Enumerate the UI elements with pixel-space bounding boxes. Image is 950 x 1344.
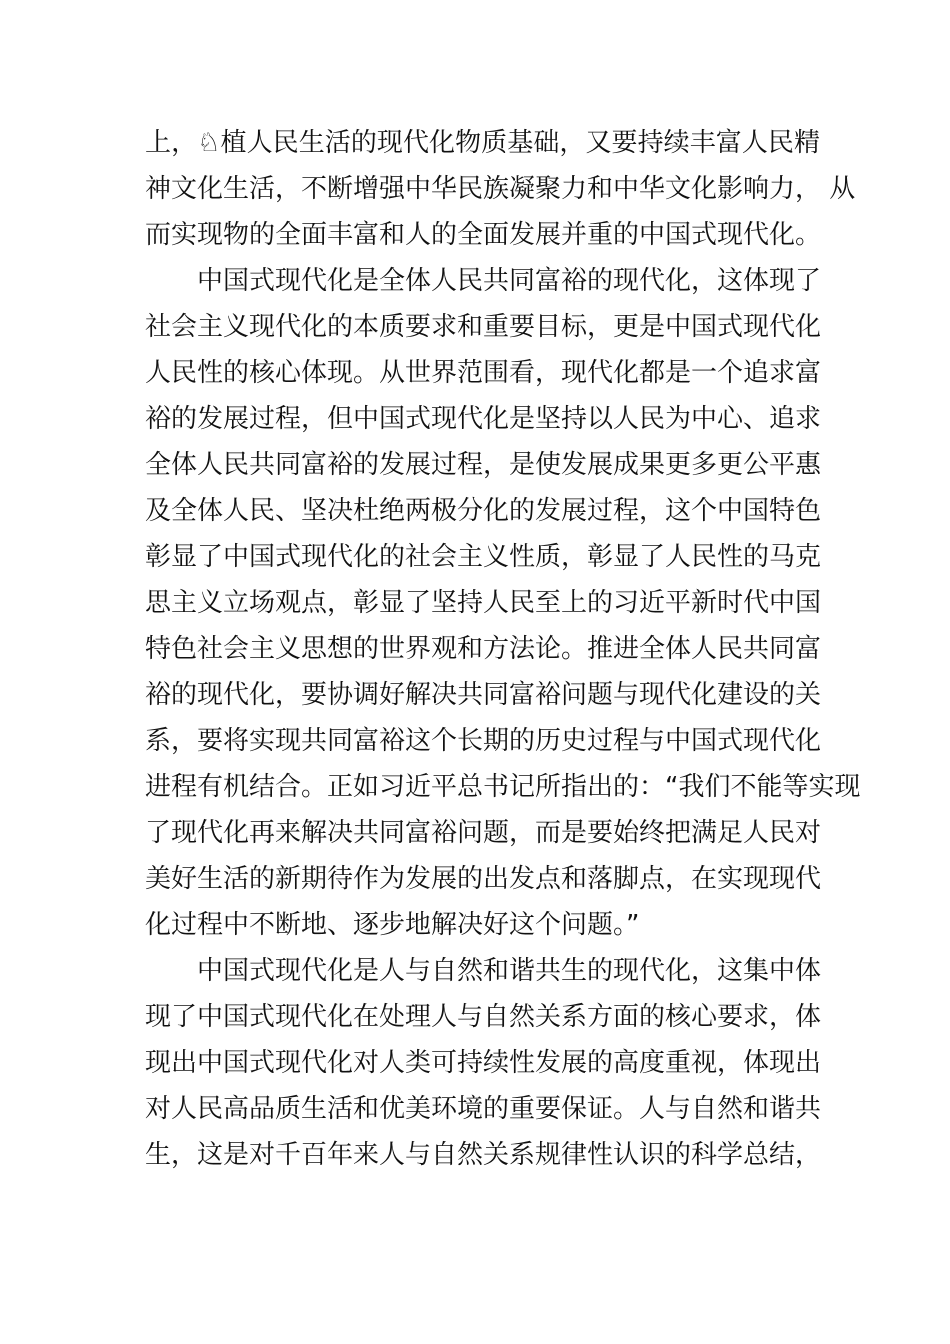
text-line: 神文化生活，不断增强中华民族凝聚力和中华文化影响力， 从 — [145, 174, 856, 204]
text-line: 而实现物的全面丰富和人的全面发展并重的中国式现代化。 — [145, 220, 822, 250]
text-line: 特色社会主义思想的世界观和方法论。推进全体人民共同富 — [145, 634, 822, 664]
text-line: 全体人民共同富裕的发展过程，是使发展成果更多更公平惠 — [145, 450, 822, 480]
text-line: 上，♘植人民生活的现代化物质基础，又要持续丰富人民精 — [145, 128, 820, 158]
text-line: 化过程中不断地、逐步地解决好这个问题。” — [145, 910, 640, 940]
text-line: 美好生活的新期待作为发展的出发点和落脚点，在实现现代 — [145, 864, 822, 894]
text-line: 中国式现代化是人与自然和谐共生的现代化，这集中体 — [197, 956, 822, 986]
text-line: 社会主义现代化的本质要求和重要目标，更是中国式现代化 — [145, 312, 822, 342]
text-line: 生，这是对千百年来人与自然关系规律性认识的科学总结， — [145, 1140, 822, 1170]
text-line: 系，要将实现共同富裕这个长期的历史过程与中国式现代化 — [145, 726, 822, 756]
text-line: 中国式现代化是全体人民共同富裕的现代化，这体现了 — [197, 266, 822, 296]
text-line: 了现代化再来解决共同富裕问题，而是要始终把满足人民对 — [145, 818, 822, 848]
text-line: 进程有机结合。正如习近平总书记所指出的：“我们不能等实现 — [145, 772, 861, 802]
text-line: 彰显了中国式现代化的社会主义性质，彰显了人民性的马克 — [145, 542, 822, 572]
text-line: 现了中国式现代化在处理人与自然关系方面的核心要求，体 — [145, 1002, 822, 1032]
text-line: 裕的现代化，要协调好解决共同富裕问题与现代化建设的关 — [145, 680, 822, 710]
text-line: 及全体人民、坚决杜绝两极分化的发展过程，这个中国特色 — [145, 496, 822, 526]
text-line: 思主义立场观点，彰显了坚持人民至上的习近平新时代中国 — [145, 588, 822, 618]
text-line: 对人民高品质生活和优美环境的重要保证。人与自然和谐共 — [145, 1094, 822, 1124]
body-text — [145, 120, 861, 1178]
text-line: 裕的发展过程，但中国式现代化是坚持以人民为中心、追求 — [145, 404, 822, 434]
text-line: 人民性的核心体现。从世界范围看，现代化都是一个追求富 — [145, 358, 822, 388]
text-line: 现出中国式现代化对人类可持续性发展的高度重视，体现出 — [145, 1048, 822, 1078]
